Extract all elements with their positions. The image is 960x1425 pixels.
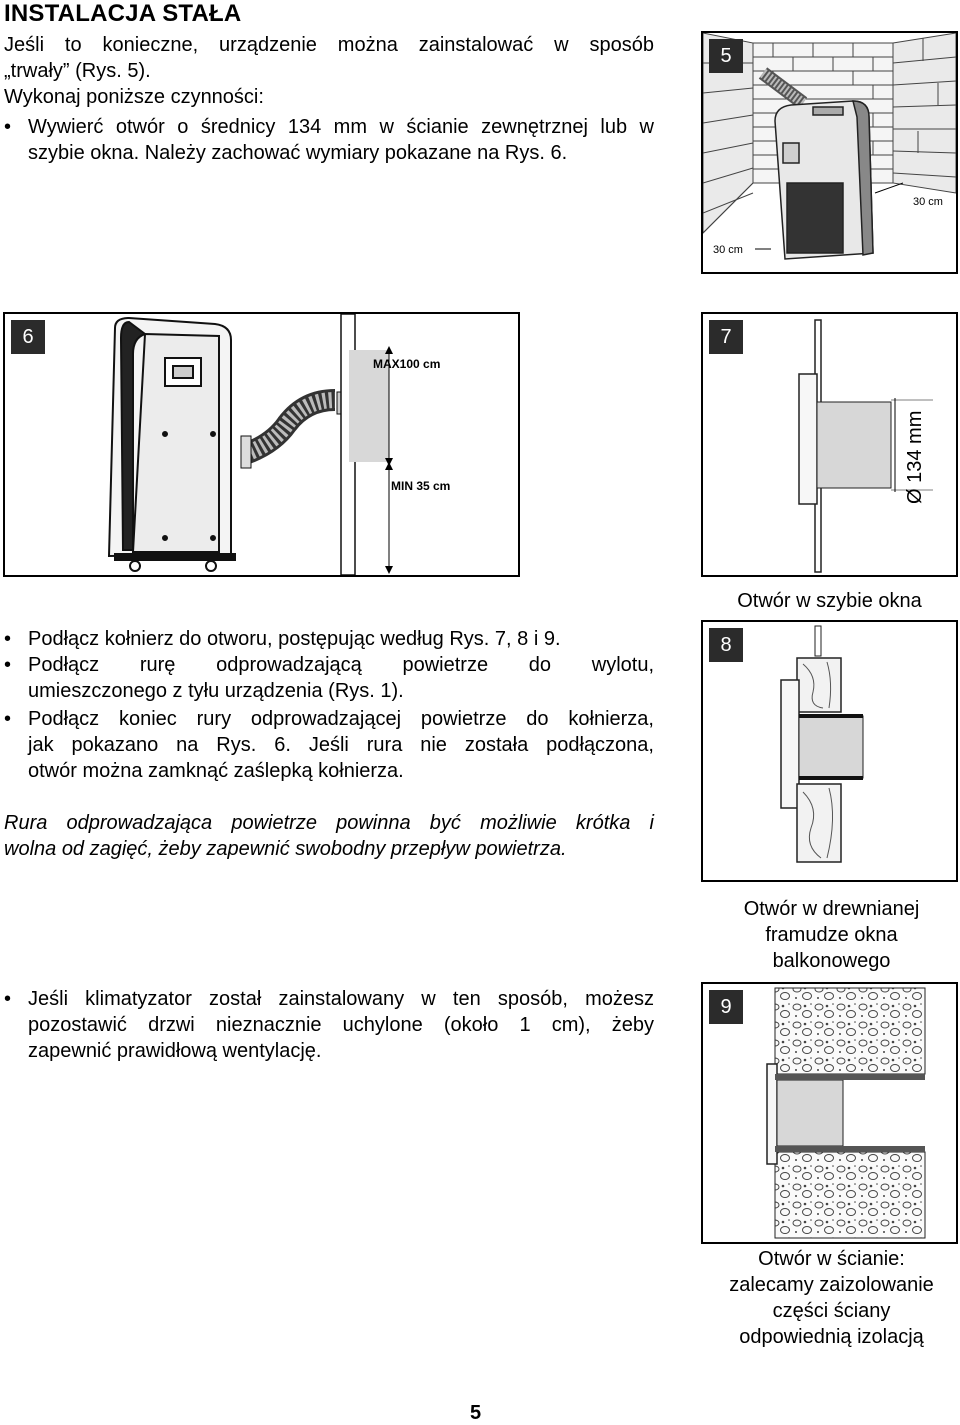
bullet-line: szybie okna. Należy zachować wymiary pokazane na Rys. 6. <box>28 142 568 164</box>
bullet-line: jak pokazano na Rys. 6. Jeśli rura nie została podłączona, <box>28 734 654 756</box>
bullet-icon: • <box>4 654 12 676</box>
figure-8-caption-line: framudze okna <box>765 924 898 946</box>
figure-8-caption-line: balkonowego <box>772 950 891 972</box>
bullet-line: Wywierć otwór o średnicy 134 mm w ścianie zewnętrznej lub w <box>28 116 654 138</box>
bullet-icon: • <box>4 628 12 650</box>
figure-8-caption <box>701 896 960 974</box>
bullet-line: pozostawić drzwi nieznacznie uchylone (około 1 cm), żeby <box>28 1014 654 1036</box>
intro-line-2: „trwały” (Rys. 5). <box>4 60 151 82</box>
diameter-label: Ø 134 mm <box>904 410 926 504</box>
figure-8-number: 8 <box>709 628 743 662</box>
intro-text <box>4 32 654 110</box>
bullet-line: Podłącz koniec rury odprowadzającej powietrze do kołnierza, <box>28 708 654 730</box>
figure-5 <box>701 31 958 274</box>
figure-9-caption-line: Otwór w ścianie: <box>758 1248 905 1270</box>
pipe-note <box>4 810 654 862</box>
bullet-icon: • <box>4 988 12 1010</box>
bullet-line: Jeśli klimatyzator został zainstalowany w ten sposób, możesz <box>28 988 654 1010</box>
intro-line-1: Jeśli to konieczne, urządzenie można zainstalować w sposób <box>4 34 654 56</box>
bullet-line: umieszczonego z tyłu urządzenia (Rys. 1). <box>28 680 404 702</box>
bullet-flange <box>2 626 654 652</box>
bullet-line: otwór można zamknąć zaślepką kołnierza. <box>28 760 404 782</box>
figure-6-illustration <box>5 314 518 575</box>
figure-6 <box>3 312 520 577</box>
note-line-1: Rura odprowadzająca powietrze powinna być możliwie krótka i <box>4 812 654 834</box>
bullet-pipe-end <box>2 706 654 784</box>
bullet-line: Podłącz kołnierz do otworu, postępując według Rys. 7, 8 i 9. <box>28 628 561 650</box>
figure-9-caption-line: zalecamy zaizolowanie <box>729 1274 934 1296</box>
bullet-icon: • <box>4 708 12 730</box>
bullet-pipe-outlet <box>2 652 654 704</box>
figure-7-caption: Otwór w szybie okna <box>737 590 922 612</box>
figure-9-caption-line: odpowiednią izolacją <box>739 1326 924 1348</box>
bullet-line: Podłącz rurę odprowadzającą powietrze do wylotu, <box>28 654 654 676</box>
bullet-icon: • <box>4 116 12 138</box>
dim-left-label: 30 cm <box>713 244 743 256</box>
figure-9-number: 9 <box>709 990 743 1024</box>
bullet-line: zapewnić prawidłową wentylację. <box>28 1040 322 1062</box>
figure-7 <box>701 312 958 577</box>
bullet-door-gap <box>2 986 654 1064</box>
figure-8-caption-line: Otwór w drewnianej <box>743 898 920 920</box>
figure-6-number: 6 <box>11 320 45 354</box>
figure-5-number: 5 <box>709 39 743 73</box>
page-heading: INSTALACJA STAŁA <box>4 0 242 27</box>
bullet-drill-hole <box>2 114 654 166</box>
figure-9-caption <box>701 1246 960 1350</box>
page-number: 5 <box>470 1402 482 1424</box>
dim-right-label: 30 cm <box>913 196 943 208</box>
max-height-label: MAX100 cm <box>373 357 441 371</box>
intro-line-3: Wykonaj poniższe czynności: <box>4 86 264 108</box>
figure-8 <box>701 620 958 882</box>
figure-9-caption-line: części ściany <box>772 1300 891 1322</box>
min-height-label: MIN 35 cm <box>391 479 451 493</box>
figure-7-number: 7 <box>709 320 743 354</box>
figure-9 <box>701 982 958 1244</box>
note-line-2: wolna od zagięć, żeby zapewnić swobodny przepływ powietrza. <box>4 838 567 860</box>
